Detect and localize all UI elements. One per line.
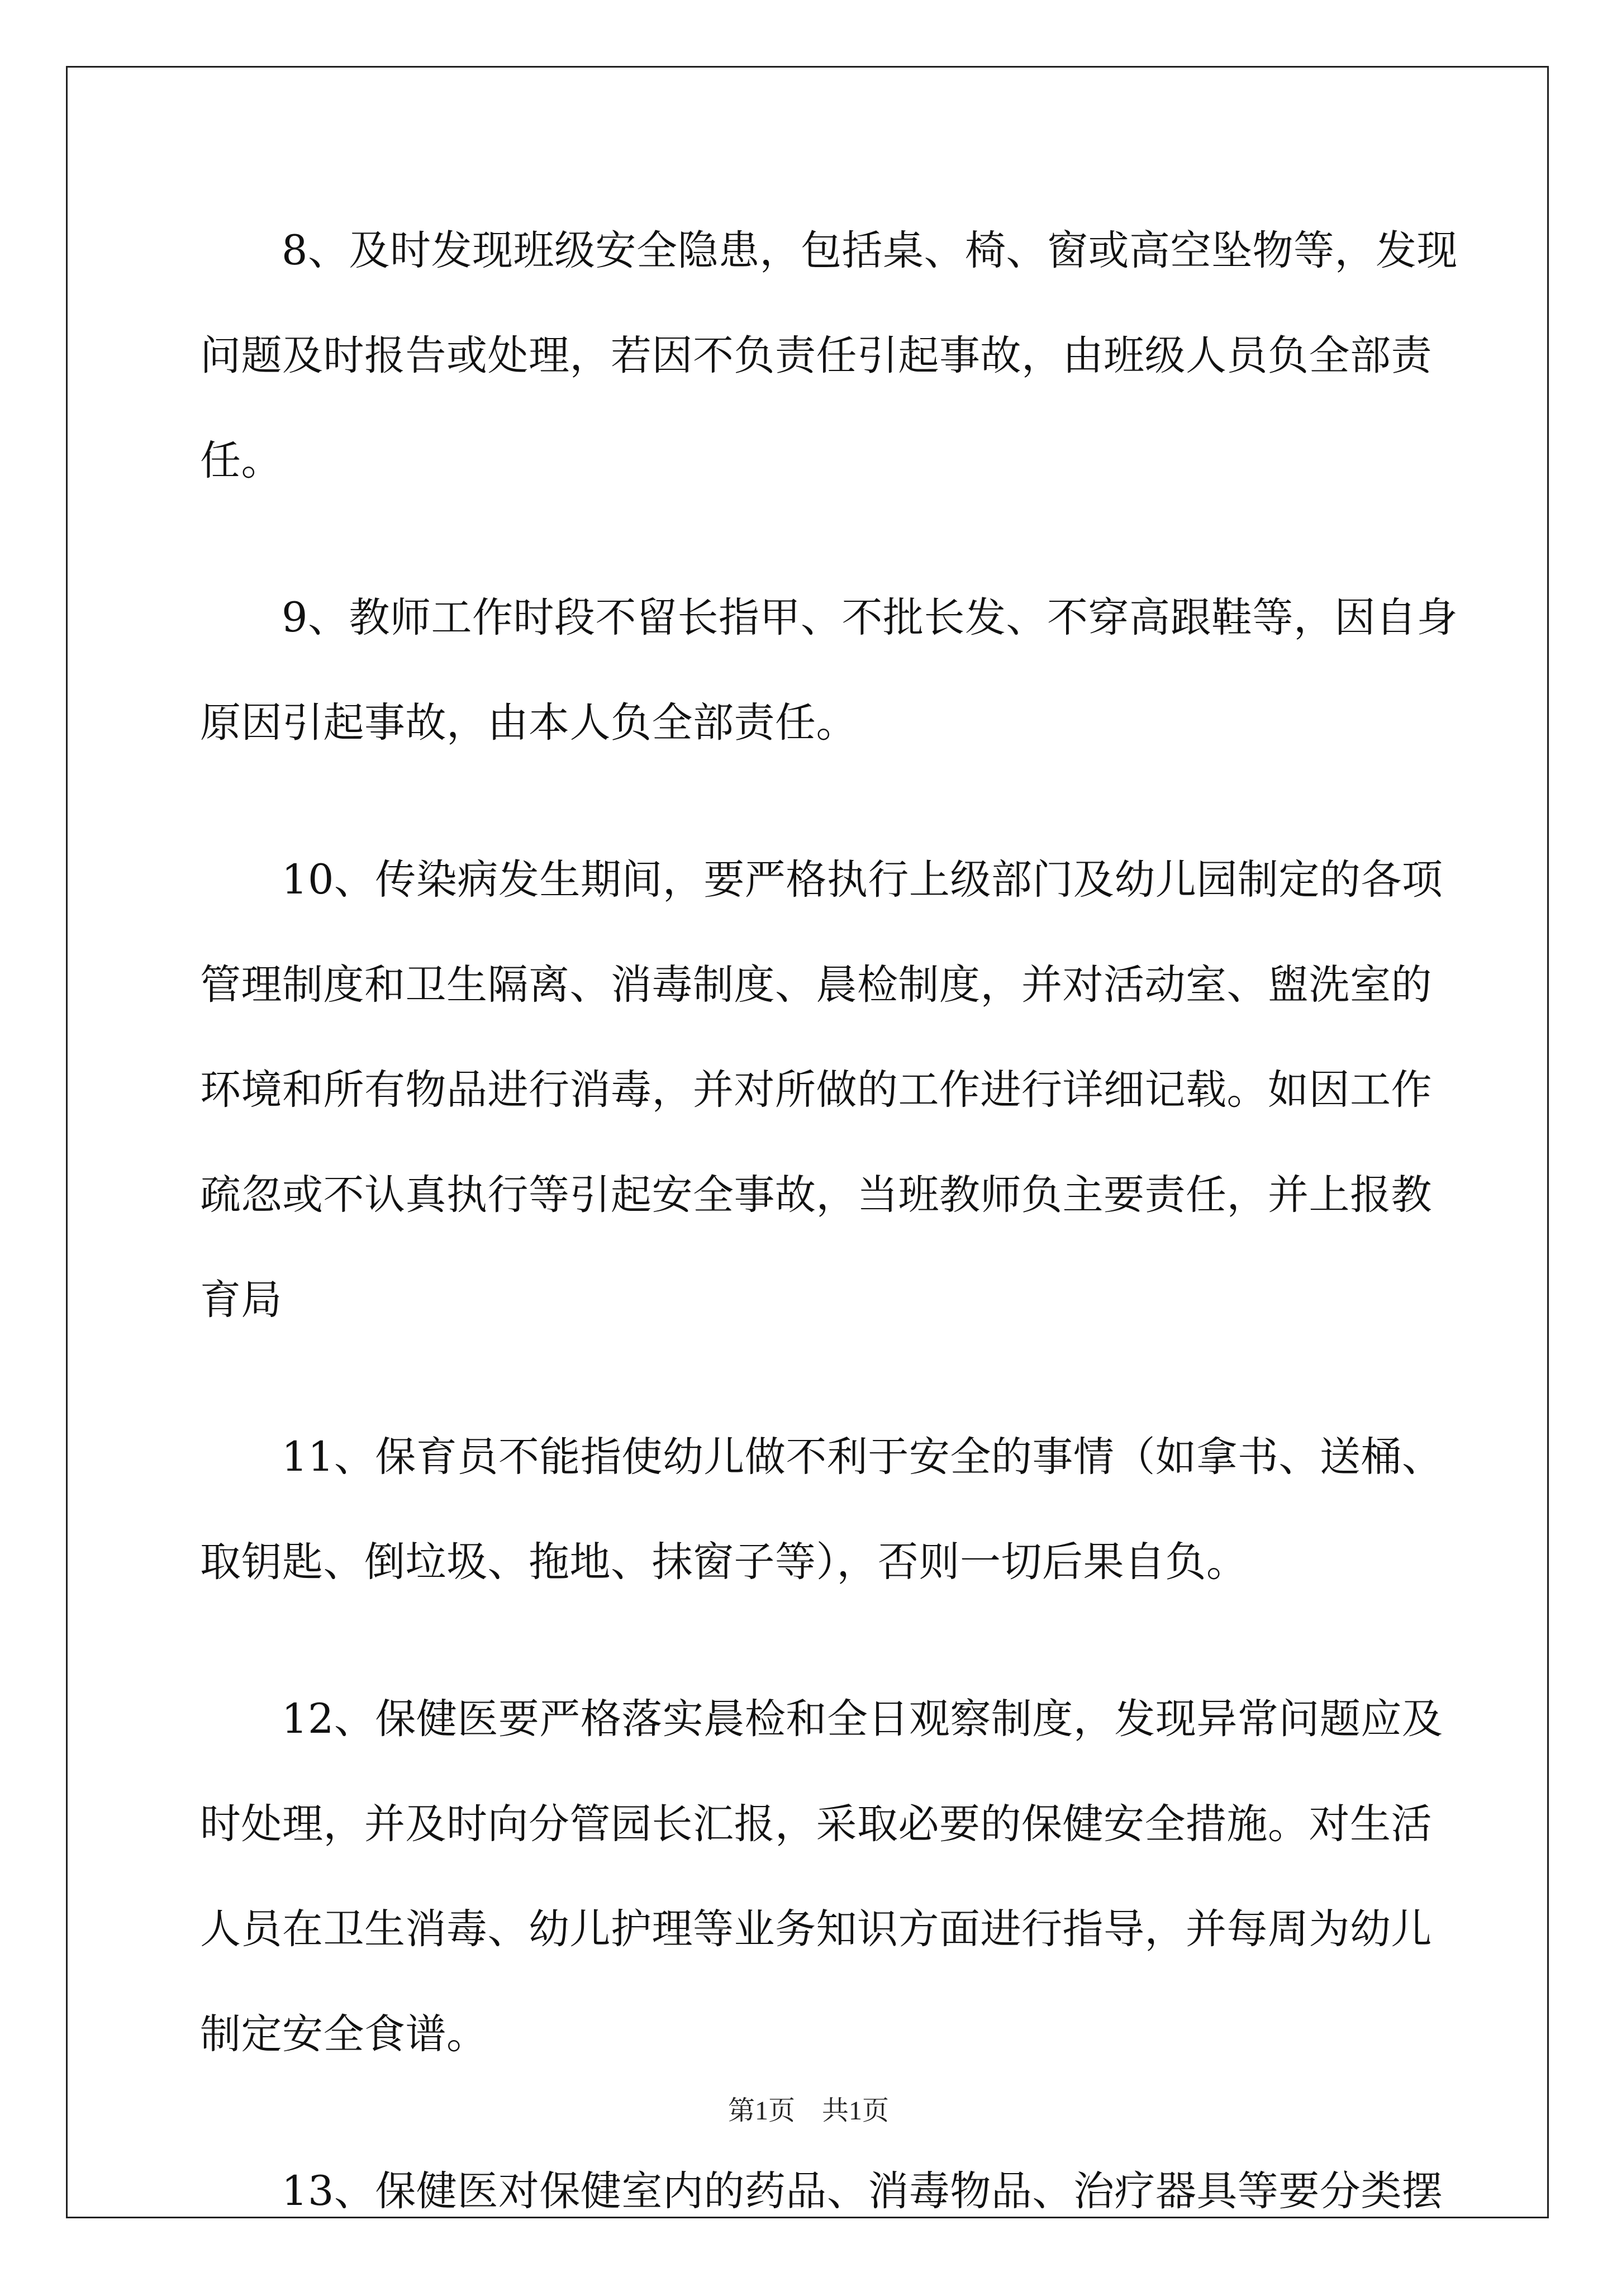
paragraph-item-13: [200, 2139, 1443, 2244]
text-line: 取钥匙、倒垃圾、拖地、抹窗子等），否则一切后果自负。: [200, 1538, 1248, 1586]
document-body: [200, 198, 1458, 2296]
paragraph-item-9: [200, 565, 1458, 776]
paragraph-item-8: [200, 198, 1458, 514]
text-line: 疏忽或不认真执行等引起安全事故，当班教师负主要责任，并上报教: [200, 1171, 1432, 1219]
text-line: 12、保健医要严格落实晨检和全日观察制度，发现异常问题应及: [282, 1695, 1443, 1743]
text-line: 任。: [200, 437, 282, 484]
text-line: 人员在卫生消毒、幼儿护理等业务知识方面进行指导，并每周为幼儿: [200, 1905, 1432, 1953]
text-line: 原因引起事故，由本人负全部责任。: [200, 699, 857, 747]
paragraph-item-11: [200, 1405, 1443, 1615]
text-line: 10、传染病发生期间，要严格执行上级部门及幼儿园制定的各项: [282, 856, 1443, 904]
text-line: 制定安全食谱。: [200, 2010, 488, 2058]
paragraph-item-12: [200, 1667, 1443, 2087]
paragraph-item-10: [200, 828, 1443, 1353]
text-line: 问题及时报告或处理，若因不负责任引起事故，由班级人员负全部责: [200, 332, 1432, 379]
text-line: 时处理，并及时向分管园长汇报，采取必要的保健安全措施。对生活: [200, 1800, 1432, 1848]
text-line: 育局: [200, 1276, 282, 1324]
text-line: 9、教师工作时段不留长指甲、不批长发、不穿高跟鞋等，因自身: [282, 594, 1458, 641]
page-footer: 第1页 共1页: [727, 2096, 889, 2126]
text-line: 13、保健医对保健室内的药品、消毒物品、治疗器具等要分类摆: [282, 2167, 1443, 2215]
text-line: 管理制度和卫生隔离、消毒制度、晨检制度，并对活动室、盥洗室的: [200, 961, 1432, 1009]
text-line: 8、及时发现班级安全隐患，包括桌、椅、窗或高空坠物等，发现: [282, 227, 1458, 274]
text-line: 环境和所有物品进行消毒，并对所做的工作进行详细记载。如因工作: [200, 1066, 1432, 1114]
text-line: 11、保育员不能指使幼儿做不利于安全的事情（如拿书、送桶、: [282, 1433, 1443, 1481]
